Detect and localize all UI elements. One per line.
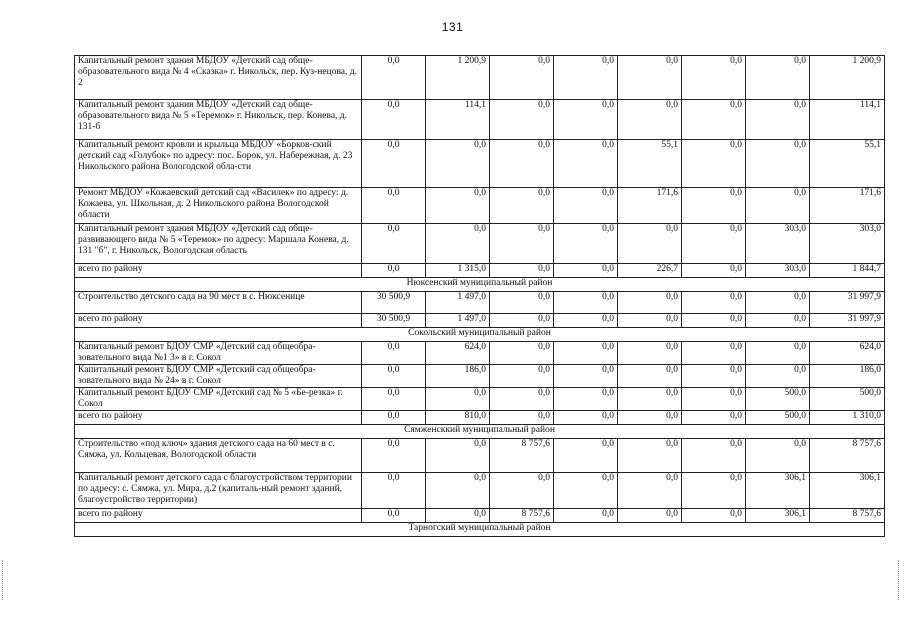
value-cell: 0,0 bbox=[554, 342, 618, 365]
left-edge-marks bbox=[2, 560, 5, 600]
value-cell: 0,0 bbox=[682, 314, 746, 328]
row-name: всего по району bbox=[75, 411, 362, 425]
district-name: Тарногский муниципальный район bbox=[75, 523, 885, 537]
value-cell: 0,0 bbox=[362, 264, 426, 278]
district-total-row bbox=[75, 509, 885, 523]
value-cell: 0,0 bbox=[490, 473, 554, 509]
value-cell: 0,0 bbox=[490, 411, 554, 425]
district-header-row bbox=[75, 278, 885, 292]
row-name: всего по району bbox=[75, 264, 362, 278]
district-header-row bbox=[75, 425, 885, 439]
value-cell: 303,0 bbox=[810, 224, 885, 264]
row-name: Капитальный ремонт БДОУ СМР «Детский сад общеобра-зовательного вида № 24» в г. Сокол bbox=[75, 365, 362, 388]
value-cell: 306,1 bbox=[746, 509, 810, 523]
value-cell: 0,0 bbox=[618, 411, 682, 425]
row-name: Капитальный ремонт детского сада с благоустройством территории по адресу: с. Сямжа, ул. Мира, д.2 (капиталь-ный ремонт зданий, благоустройство территории) bbox=[75, 473, 362, 509]
table-row bbox=[75, 140, 885, 188]
value-cell: 0,0 bbox=[490, 388, 554, 411]
value-cell: 0,0 bbox=[554, 473, 618, 509]
value-cell: 0,0 bbox=[362, 100, 426, 140]
value-cell: 0,0 bbox=[682, 140, 746, 188]
value-cell: 0,0 bbox=[490, 292, 554, 314]
value-cell: 0,0 bbox=[618, 473, 682, 509]
value-cell: 55,1 bbox=[618, 140, 682, 188]
value-cell: 0,0 bbox=[554, 56, 618, 100]
value-cell: 0,0 bbox=[682, 509, 746, 523]
value-cell: 0,0 bbox=[618, 439, 682, 473]
value-cell: 0,0 bbox=[362, 388, 426, 411]
value-cell: 0,0 bbox=[682, 224, 746, 264]
value-cell: 30 500,9 bbox=[362, 292, 426, 314]
value-cell: 0,0 bbox=[426, 224, 490, 264]
district-total-row bbox=[75, 411, 885, 425]
table-row bbox=[75, 100, 885, 140]
value-cell: 0,0 bbox=[490, 188, 554, 224]
value-cell: 0,0 bbox=[682, 264, 746, 278]
page-number: 131 bbox=[441, 20, 464, 34]
value-cell: 0,0 bbox=[490, 314, 554, 328]
value-cell: 0,0 bbox=[362, 224, 426, 264]
value-cell: 226,7 bbox=[618, 264, 682, 278]
value-cell: 0,0 bbox=[618, 100, 682, 140]
value-cell: 55,1 bbox=[810, 140, 885, 188]
value-cell: 306,1 bbox=[810, 473, 885, 509]
value-cell: 1 497,0 bbox=[426, 292, 490, 314]
value-cell: 500,0 bbox=[746, 411, 810, 425]
row-name: Капитальный ремонт здания МБДОУ «Детский сад обще-образовательного вида № 5 «Теремок» г. Никольск, пер. Конева, д. 131-б bbox=[75, 100, 362, 140]
district-header-row bbox=[75, 328, 885, 342]
value-cell: 0,0 bbox=[746, 188, 810, 224]
value-cell: 0,0 bbox=[554, 100, 618, 140]
table-row bbox=[75, 342, 885, 365]
value-cell: 0,0 bbox=[554, 365, 618, 388]
table-row bbox=[75, 365, 885, 388]
value-cell: 0,0 bbox=[618, 56, 682, 100]
value-cell: 0,0 bbox=[426, 439, 490, 473]
row-name: Строительство детского сада на 90 мест в с. Нюксенице bbox=[75, 292, 362, 314]
value-cell: 0,0 bbox=[746, 365, 810, 388]
value-cell: 30 500,9 bbox=[362, 314, 426, 328]
value-cell: 0,0 bbox=[426, 509, 490, 523]
value-cell: 0,0 bbox=[362, 509, 426, 523]
value-cell: 0,0 bbox=[554, 509, 618, 523]
table-row bbox=[75, 388, 885, 411]
value-cell: 8 757,6 bbox=[810, 509, 885, 523]
table-row bbox=[75, 292, 885, 314]
value-cell: 0,0 bbox=[362, 473, 426, 509]
value-cell: 0,0 bbox=[746, 100, 810, 140]
value-cell: 0,0 bbox=[490, 365, 554, 388]
value-cell: 0,0 bbox=[554, 224, 618, 264]
row-name: всего по району bbox=[75, 314, 362, 328]
value-cell: 0,0 bbox=[618, 365, 682, 388]
value-cell: 0,0 bbox=[682, 473, 746, 509]
value-cell: 1 310,0 bbox=[810, 411, 885, 425]
value-cell: 1 315,0 bbox=[426, 264, 490, 278]
value-cell: 0,0 bbox=[618, 314, 682, 328]
value-cell: 0,0 bbox=[746, 342, 810, 365]
value-cell: 0,0 bbox=[682, 56, 746, 100]
value-cell: 1 844,7 bbox=[810, 264, 885, 278]
value-cell: 0,0 bbox=[490, 140, 554, 188]
row-name: Капитальный ремонт БДОУ СМР «Детский сад № 5 «Бе-резка» г. Сокол bbox=[75, 388, 362, 411]
right-edge-marks bbox=[898, 560, 901, 600]
value-cell: 0,0 bbox=[682, 342, 746, 365]
row-name: Капитальный ремонт здания МБДОУ «Детский сад обще-развивающего вида № 5 «Теремок» по адресу: Маршала Конева, д. 131 "б", г. Никольск, Вологодская область bbox=[75, 224, 362, 264]
value-cell: 0,0 bbox=[682, 100, 746, 140]
row-name: Ремонт МБДОУ «Кожаевский детский сад «Василек» по адресу: д. Кожаева, ул. Школьная, д. 2 Никольского района Вологодской области bbox=[75, 188, 362, 224]
row-name: Капитальный ремонт кровли и крыльца МБДОУ «Борков-ский детский сад «Голубок» по адресу: пос. Борок, ул. Набережная, д. 23 Никольского района Вологодской обла-сти bbox=[75, 140, 362, 188]
value-cell: 0,0 bbox=[362, 342, 426, 365]
value-cell: 0,0 bbox=[618, 388, 682, 411]
value-cell: 114,1 bbox=[426, 100, 490, 140]
value-cell: 0,0 bbox=[362, 56, 426, 100]
value-cell: 0,0 bbox=[682, 365, 746, 388]
value-cell: 0,0 bbox=[618, 342, 682, 365]
value-cell: 306,1 bbox=[746, 473, 810, 509]
table-row bbox=[75, 224, 885, 264]
value-cell: 0,0 bbox=[490, 342, 554, 365]
table-row bbox=[75, 439, 885, 473]
value-cell: 0,0 bbox=[490, 224, 554, 264]
value-cell: 0,0 bbox=[362, 188, 426, 224]
value-cell: 0,0 bbox=[490, 264, 554, 278]
value-cell: 31 997,9 bbox=[810, 292, 885, 314]
value-cell: 186,0 bbox=[810, 365, 885, 388]
value-cell: 0,0 bbox=[426, 140, 490, 188]
budget-table bbox=[74, 55, 885, 537]
value-cell: 1 497,0 bbox=[426, 314, 490, 328]
table-row bbox=[75, 56, 885, 100]
value-cell: 0,0 bbox=[554, 411, 618, 425]
value-cell: 0,0 bbox=[554, 140, 618, 188]
value-cell: 1 200,9 bbox=[810, 56, 885, 100]
district-name: Сямженсккий муниципальный район bbox=[75, 425, 885, 439]
value-cell: 0,0 bbox=[490, 56, 554, 100]
value-cell: 0,0 bbox=[746, 314, 810, 328]
value-cell: 624,0 bbox=[426, 342, 490, 365]
row-name: Капитальный ремонт БДОУ СМР «Детский сад общеобра-зовательного вида №1 3» в г. Сокол bbox=[75, 342, 362, 365]
district-name: Сокольский муниципальный район bbox=[75, 328, 885, 342]
value-cell: 0,0 bbox=[362, 411, 426, 425]
value-cell: 0,0 bbox=[554, 314, 618, 328]
row-name: всего по району bbox=[75, 509, 362, 523]
value-cell: 0,0 bbox=[746, 439, 810, 473]
value-cell: 8 757,6 bbox=[490, 439, 554, 473]
value-cell: 0,0 bbox=[618, 292, 682, 314]
value-cell: 0,0 bbox=[746, 140, 810, 188]
value-cell: 0,0 bbox=[554, 388, 618, 411]
value-cell: 0,0 bbox=[682, 439, 746, 473]
value-cell: 171,6 bbox=[618, 188, 682, 224]
value-cell: 171,6 bbox=[810, 188, 885, 224]
value-cell: 114,1 bbox=[810, 100, 885, 140]
value-cell: 810,0 bbox=[426, 411, 490, 425]
value-cell: 624,0 bbox=[810, 342, 885, 365]
value-cell: 8 757,6 bbox=[490, 509, 554, 523]
value-cell: 0,0 bbox=[618, 224, 682, 264]
value-cell: 0,0 bbox=[682, 388, 746, 411]
value-cell: 31 997,9 bbox=[810, 314, 885, 328]
value-cell: 0,0 bbox=[426, 473, 490, 509]
value-cell: 0,0 bbox=[426, 388, 490, 411]
value-cell: 0,0 bbox=[554, 188, 618, 224]
value-cell: 0,0 bbox=[554, 264, 618, 278]
value-cell: 0,0 bbox=[682, 292, 746, 314]
value-cell: 303,0 bbox=[746, 224, 810, 264]
value-cell: 0,0 bbox=[746, 56, 810, 100]
value-cell: 1 200,9 bbox=[426, 56, 490, 100]
value-cell: 0,0 bbox=[682, 411, 746, 425]
value-cell: 0,0 bbox=[554, 292, 618, 314]
value-cell: 0,0 bbox=[362, 439, 426, 473]
table-row bbox=[75, 188, 885, 224]
value-cell: 0,0 bbox=[618, 509, 682, 523]
district-total-row bbox=[75, 314, 885, 328]
district-header-row bbox=[75, 523, 885, 537]
district-total-row bbox=[75, 264, 885, 278]
value-cell: 0,0 bbox=[682, 188, 746, 224]
value-cell: 186,0 bbox=[426, 365, 490, 388]
row-name: Строительство «под ключ» здания детского сада на 60 мест в с. Сямжа, ул. Кольцевая, Вологодской области bbox=[75, 439, 362, 473]
value-cell: 500,0 bbox=[810, 388, 885, 411]
value-cell: 0,0 bbox=[362, 365, 426, 388]
value-cell: 0,0 bbox=[362, 140, 426, 188]
district-name: Нюксенский муниципальный район bbox=[75, 278, 885, 292]
value-cell: 0,0 bbox=[554, 439, 618, 473]
row-name: Капитальный ремонт здания МБДОУ «Детский сад обще-образовательного вида № 4 «Сказка» г. Никольск, пер. Куз-нецова, д. 2 bbox=[75, 56, 362, 100]
value-cell: 0,0 bbox=[490, 100, 554, 140]
value-cell: 8 757,6 bbox=[810, 439, 885, 473]
value-cell: 0,0 bbox=[746, 292, 810, 314]
value-cell: 500,0 bbox=[746, 388, 810, 411]
table-row bbox=[75, 473, 885, 509]
value-cell: 0,0 bbox=[426, 188, 490, 224]
value-cell: 303,0 bbox=[746, 264, 810, 278]
